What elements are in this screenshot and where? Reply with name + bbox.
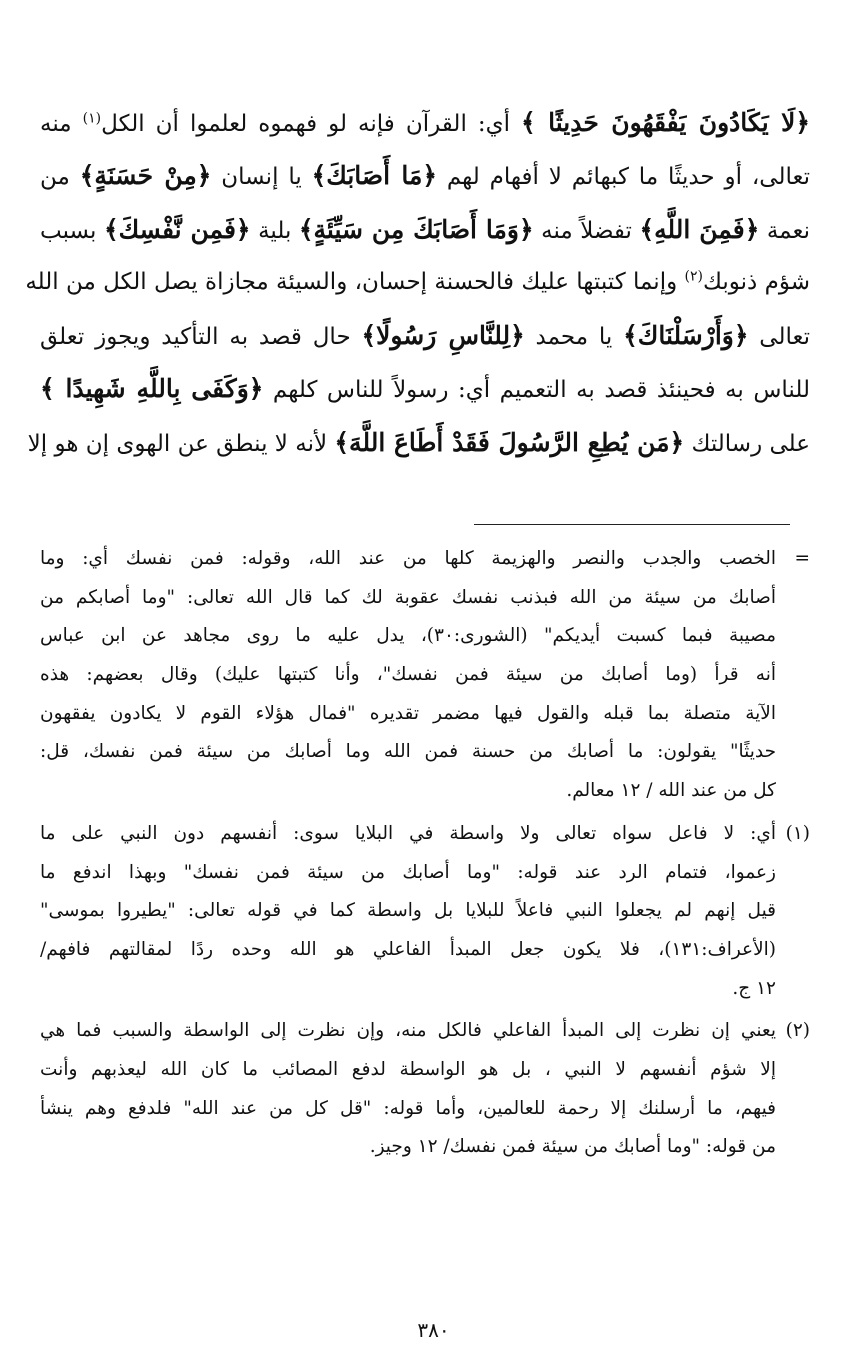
commentary-text: تعالى [748,324,810,351]
commentary-text: بسبب [40,217,104,244]
footnote-line: إلا شؤم أنفسهم لا النبي ، بل هو الواسطة لدفع المصائب ما كان الله ليعذبهم وأنت [40,1058,776,1080]
footnote-divider [474,524,790,525]
quran-verse: ﴿لِلنَّاسِ رَسُولًا﴾ [361,321,525,351]
commentary-text: منه [40,111,83,137]
footnote-line: (الأعراف:١٣١)، فلا يكون جعل المبدأ الفاعلي هو الله وحده ردًا لمقالتهم فافهم/ [40,938,776,960]
page-number: ٣٨٠ [417,1318,450,1342]
quran-verse: ﴿مَن يُطِعِ الرَّسُولَ فَقَدْ أَطَاعَ اللَّهَ﴾ [334,427,685,457]
footnote-line: قيل إنهم لم يجعلوا النبي فاعلاً للبلايا بل واسطة كما في قوله تعالى: "يطيروا بموسى" [40,900,776,922]
commentary-text: أي: القرآن فإنه لو فهموه لعلموا أن الكل [101,111,522,137]
footnote-body [40,540,776,811]
footnote-line: من قوله: "وما أصابك من سيئة فمن نفسك/ ١٢ وجيز. [369,1136,776,1158]
footnote-line: كل من عند الله / ١٢ معالم. [566,780,776,802]
footnote-reference: (١) [82,110,102,127]
commentary-text: حال قصد به التأكيد ويجوز تعلق [40,324,362,351]
commentary-text: لأنه لا ينطق عن الهوى إن هو إلا [27,430,335,457]
commentary-text: بلية [250,217,299,244]
quran-verse: ﴿وَمَا أَصَابَكَ مِن سَيِّئَةٍ﴾ [298,214,534,244]
commentary-text: على رسالتك [684,430,810,457]
footnote-line: أصابك من سيئة من الله فبذنب نفسك عقوبة لك كما قال الله تعالى: "وما أصابكم من [40,586,776,608]
main-text-line [40,309,810,362]
quran-verse: ﴿وَكَفَى بِاللَّهِ شَهِيدًا ﴾ [40,374,264,404]
quran-verse: ﴿وَأَرْسَلْنَاكَ﴾ [623,321,749,351]
main-text-line [27,416,810,469]
footnote-line: أي: لا فاعل سواه تعالى ولا واسطة في البلايا سوى: أنفسهم دون النبي على ما [40,822,776,844]
commentary-text: تفضلاً منه [533,217,640,244]
footnote-line: يعني إن نظرت إلى المبدأ الفاعلي فالكل منه، وإن نظرت إلى الواسطة والسبب فما هي [40,1020,776,1042]
footnote [40,815,810,1008]
main-text-line [40,203,810,256]
main-text-line [40,362,810,415]
footnote-line: فيهم، ما أرسلنك إلا رحمة للعالمين، وأما قوله: "قل كل من عند الله" فلدفع وهم ينشأ [40,1097,776,1119]
commentary-text: يا إنسان [211,164,312,191]
commentary-text: نعمة [759,217,810,244]
footnote-line: الآية متصلة بما قبله والقول فيها مضمر تقديره "فمال هؤلاء القوم لا يكادون يفقهون [40,702,776,724]
commentary-text: وإنما كتبتها عليك فالحسنة إحسان، والسيئة مجازاة يصل الكل من الله [25,268,685,295]
footnote-body [40,1012,776,1167]
footnote-line: حديثًا" يقولون: ما أصابك من حسنة فمن الله وما أصابك من سيئة فمن نفسك، قل: [40,741,776,763]
commentary-text: يا محمد [524,324,624,351]
main-commentary-text [25,96,810,469]
footnote-line: ١٢ ج. [732,977,776,999]
main-text-line [40,96,810,149]
commentary-text: للناس به فحينئذ قصد به التعميم أي: رسولاً للناس كلهم [263,377,810,404]
quran-verse: ﴿فَمِنَ اللَّهِ﴾ [639,214,760,244]
footnote-marker: (٢) [785,1020,810,1042]
footnote-line: أنه قرأ (وما أصابك من سيئة فمن نفسك"، وأنا كتبتها عليك) وقال بعضهم: هذه [40,664,776,686]
footnote-line: مصيبة فبما كسبت أيديكم" (الشورى:٣٠)، يدل عليه ما روى مجاهد عن ابن عباس [40,625,776,647]
footnote [40,1012,810,1167]
footnote-marker: = [794,548,810,569]
footnote-body [40,815,776,1008]
footnote-reference: (٢) [684,268,703,285]
quran-verse: ﴿مِنْ حَسَنَةٍ﴾ [79,161,212,191]
commentary-text: تعالى، أو حديثًا ما كبهائم لا أفهام لهم [437,164,810,191]
main-text-line [40,149,810,202]
footnotes-section [40,540,810,1167]
quran-verse: ﴿فَمِن نَّفْسِكَ﴾ [103,214,251,244]
footnote-line: الخصب والجدب والنصر والهزيمة كلها من عند الله، وقوله: فمن نفسك أي: وما [40,548,776,569]
footnote-line: زعموا، فتمام الرد عند قوله: "وما أصابك من سيئة فمن نفسك" وبهذا اندفع ما [40,861,776,883]
commentary-text: من [40,164,80,191]
quran-verse: ﴿مَا أَصَابَكَ﴾ [311,161,437,191]
quran-verse: ﴿لَا يَكَادُونَ يَفْقَهُونَ حَدِيثًا ﴾ [521,108,810,137]
commentary-text: شؤم ذنوبك [702,268,810,295]
main-text-line [25,256,810,309]
footnote [40,540,810,811]
footnote-marker: (١) [785,822,810,844]
